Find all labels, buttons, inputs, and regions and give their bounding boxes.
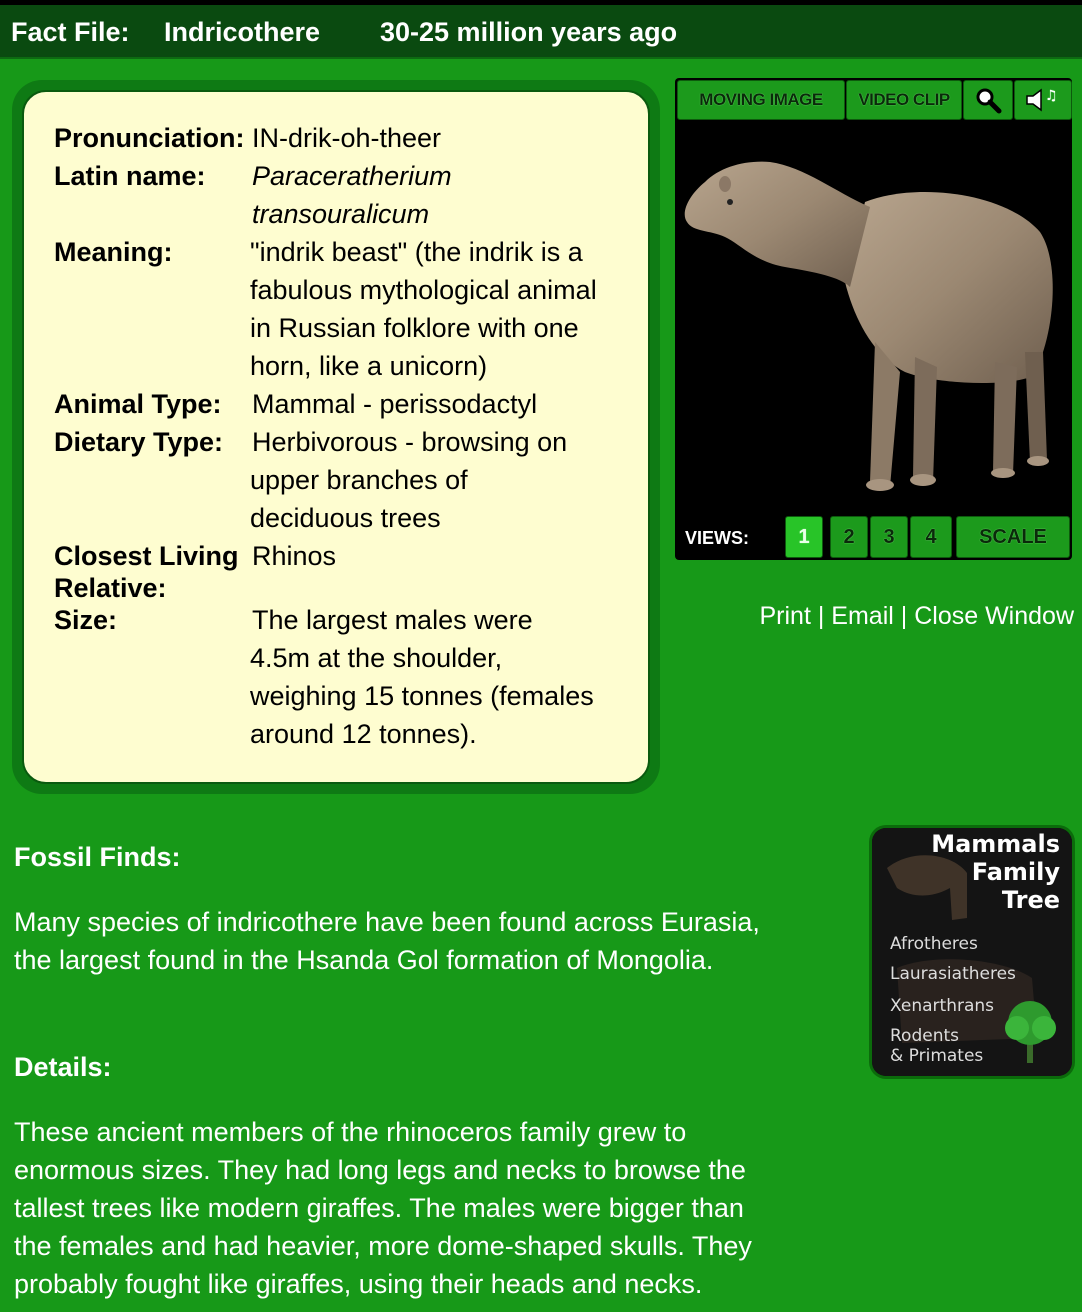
dietary-line-1: Herbivorous - browsing on [252, 427, 568, 457]
fossil-line-1: Many species of indricothere have been found across Eurasia, [14, 907, 760, 937]
relative-label-2: Relative: [54, 573, 167, 603]
media-toolbar [675, 78, 1072, 120]
scale-button[interactable]: SCALE [956, 516, 1070, 558]
page-header [0, 5, 1082, 59]
meaning-label: Meaning: [54, 237, 173, 267]
meaning-line-2: fabulous mythological animal [250, 275, 597, 305]
size-line-4: around 12 tonnes). [250, 719, 477, 749]
details-line-1: These ancient members of the rhinoceros family grew to [14, 1117, 687, 1147]
zoom-button[interactable] [963, 80, 1013, 120]
dietary-line-3: deciduous trees [250, 503, 441, 533]
moving-image-button[interactable]: MOVING IMAGE [677, 80, 845, 120]
tree-title-3: Tree [1001, 886, 1060, 914]
fossil-line-2: the largest found in the Hsanda Gol formation of Mongolia. [14, 945, 714, 975]
view-1-button[interactable]: 1 [785, 516, 823, 558]
views-label: VIEWS: [685, 528, 750, 548]
details-title: Details: [14, 1052, 112, 1082]
details-line-5: probably fought like giraffes, using their heads and necks. [14, 1269, 703, 1299]
relative-label-1: Closest Living [54, 541, 239, 571]
fact-box [12, 80, 660, 794]
tree-item-primates: & Primates [890, 1046, 984, 1066]
size-line-2: 4.5m at the shoulder, [250, 643, 503, 673]
meaning-line-1: "indrik beast" (the indrik is a [250, 237, 583, 267]
pronunciation-label: Pronunciation: [54, 123, 245, 153]
latin-name-value-1: Paraceratherium [252, 161, 452, 191]
animal-type-label: Animal Type: [54, 389, 222, 419]
sound-button[interactable] [1014, 80, 1072, 120]
fossil-finds-title: Fossil Finds: [14, 842, 181, 872]
email-link[interactable]: Email [831, 602, 894, 630]
dietary-line-2: upper branches of [250, 465, 468, 495]
speaker-music-icon [1023, 86, 1063, 114]
size-label: Size: [54, 605, 118, 635]
print-link[interactable]: Print [759, 602, 811, 630]
video-clip-button[interactable]: VIDEO CLIP [846, 80, 962, 120]
indricothere-image [675, 122, 1072, 512]
action-links [759, 602, 1074, 631]
latin-name-label: Latin name: [54, 161, 206, 191]
dietary-type-label: Dietary Type: [54, 427, 224, 457]
svg-text:♫: ♫ [1045, 88, 1058, 104]
fact-box-inner [22, 90, 650, 784]
mammals-family-tree-link[interactable] [872, 828, 1072, 1076]
close-window-link[interactable]: Close Window [914, 602, 1074, 630]
animal-type-value: Mammal - perissodactyl [252, 389, 538, 419]
animal-name: Indricothere [164, 17, 321, 47]
tree-item-xenarthrans: Xenarthrans [890, 996, 995, 1016]
era-text: 30-25 million years ago [380, 17, 678, 47]
size-line-3: weighing 15 tonnes (females [250, 681, 594, 711]
view-4-button[interactable]: 4 [910, 516, 952, 558]
details-line-3: tallest trees like modern giraffes. The males were bigger than [14, 1193, 744, 1223]
tree-item-laurasiatheres: Laurasiatheres [890, 964, 1016, 984]
tree-item-afrotheres: Afrotheres [890, 934, 978, 954]
view-3-button[interactable]: 3 [870, 516, 908, 558]
link-separator: | [817, 602, 825, 630]
pronunciation-value: IN-drik-oh-theer [252, 123, 442, 153]
views-bar [675, 514, 1072, 560]
view-2-button[interactable]: 2 [830, 516, 868, 558]
tree-title-1: Mammals [931, 830, 1060, 858]
link-separator: | [900, 602, 908, 630]
media-viewer [675, 78, 1072, 560]
meaning-line-4: horn, like a unicorn) [250, 351, 488, 381]
magnifier-icon [974, 86, 1002, 114]
details-line-4: the females and had heavier, more dome-shaped skulls. They [14, 1231, 752, 1261]
details-line-2: enormous sizes. They had long legs and necks to browse the [14, 1155, 746, 1185]
fact-file-label: Fact File: [11, 17, 130, 47]
relative-value: Rhinos [252, 541, 337, 571]
size-line-1: The largest males were [252, 605, 533, 635]
latin-name-value-2: transouralicum [252, 199, 430, 229]
meaning-line-3: in Russian folklore with one [250, 313, 579, 343]
tree-item-rodents: Rodents [890, 1026, 959, 1046]
tree-title-2: Family [971, 858, 1060, 886]
